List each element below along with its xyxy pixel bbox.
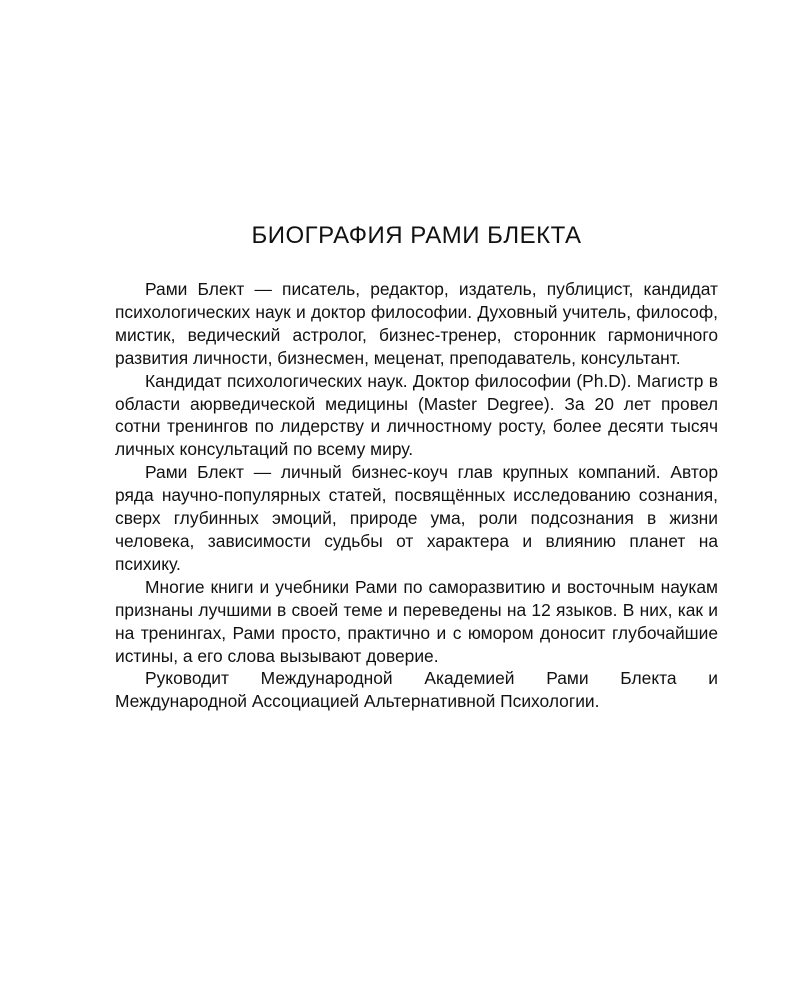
page-title: БИОГРАФИЯ РАМИ БЛЕКТА (251, 222, 582, 249)
biography-section (115, 218, 718, 713)
paragraph-intro: Рами Блект — писатель, редактор, издатель, публицист, кандидат психологических наук и доктор философии. Духовный учитель, философ, мистик, ведический астролог, бизнес-тренер, сторонник гармоничного развития личности, бизнесмен, меценат, преподаватель, консультант. (115, 279, 718, 368)
paragraph-coaching: Рами Блект — личный бизнес-коуч глав крупных компаний. Автор ряда научно-популярных статей, посвящённых исследованию сознания, сверх глубинных эмоций, природе ума, роли подсознания в жизни человека, зависимости судьбы от характера и влиянию планет на психику. (115, 462, 718, 574)
paragraph-books: Многие книги и учебники Рами по саморазвитию и восточным наукам признаны лучшими в своей теме и переведены на 12 языков. В них, как и на тренингах, Рами просто, практично и с юмором доносит глубочайшие истины, а его слова вызывают доверие. (115, 576, 718, 666)
paragraph-academy: Руководит Международной Академией Рами Блекта и Международной Ассоциацией Альтернативной Психологии. (115, 668, 718, 712)
paragraph-degrees: Кандидат психологических наук. Доктор философии (Ph.D). Магистр в области аюрведической медицины (Master Degree). За 20 лет провел сотни тренингов по лидерству и личностному росту, более десяти тысяч личных консультаций по всему миру. (115, 370, 718, 460)
